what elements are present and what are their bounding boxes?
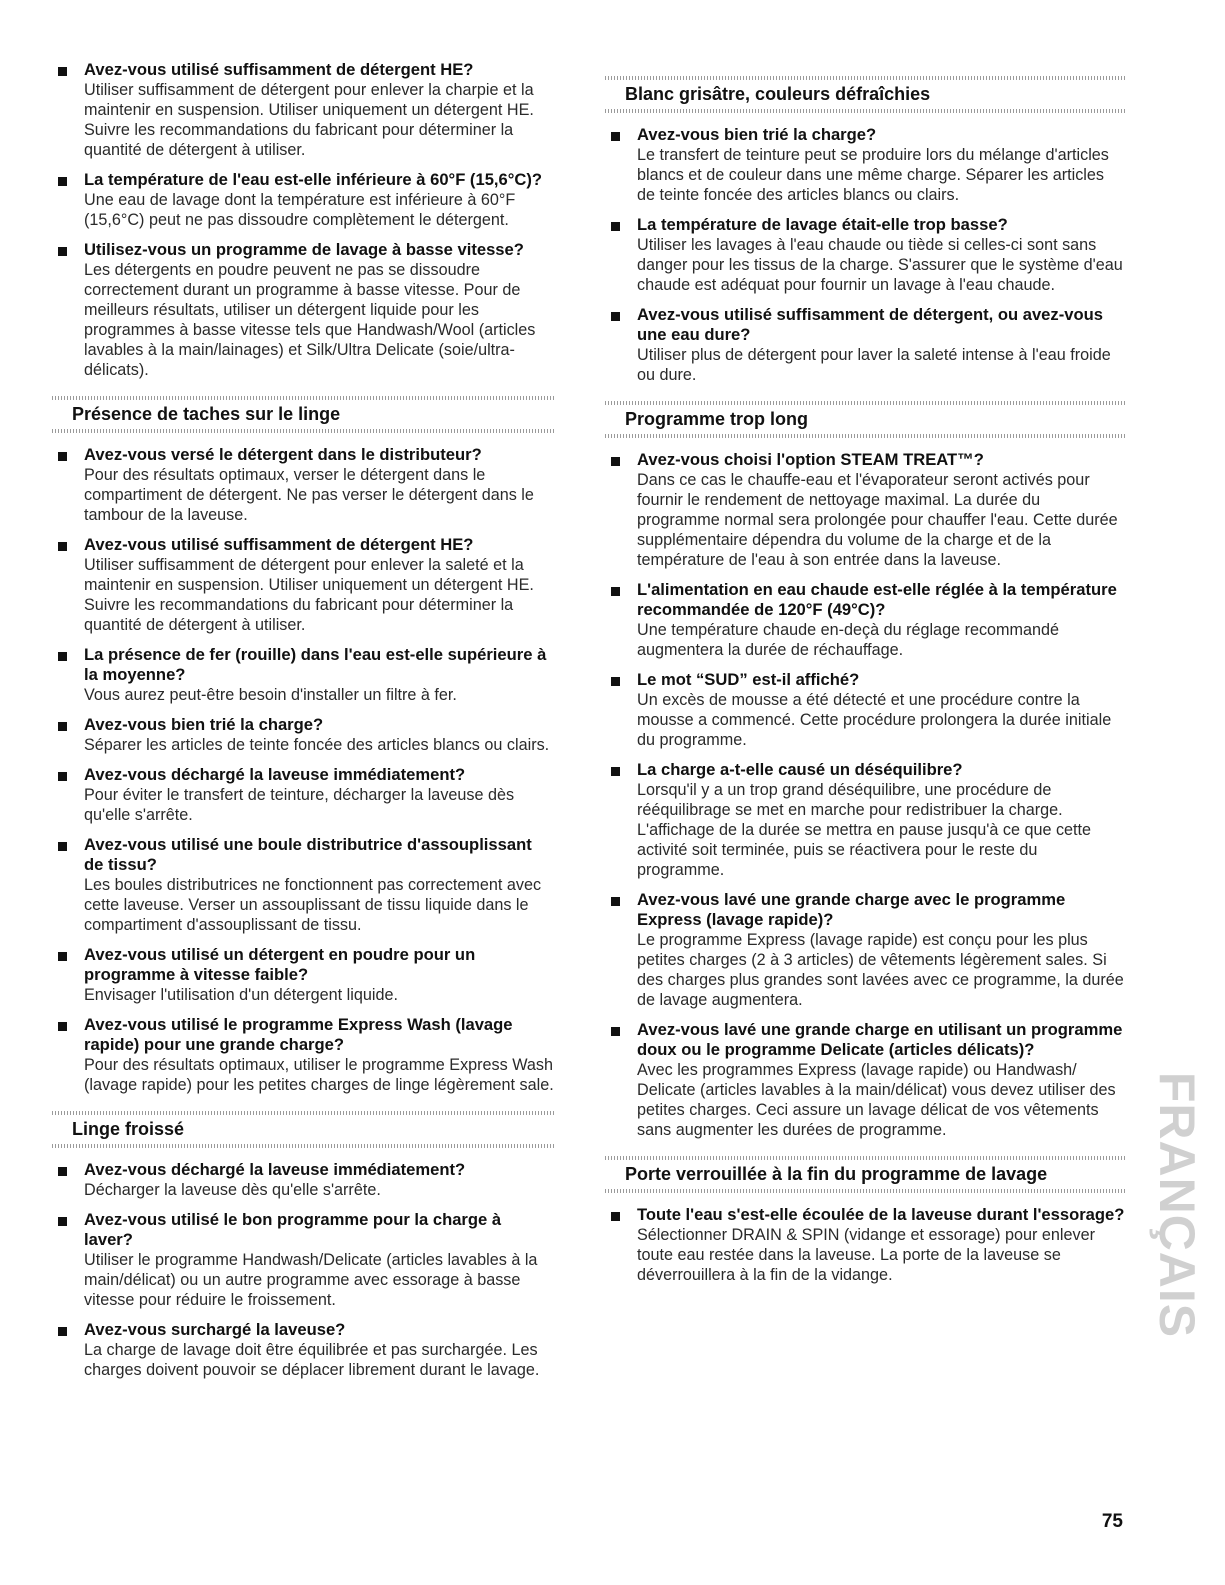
answer-text: Le programme Express (lavage rapide) est conçu pour les plus petites charges (2 à 3 articles) de vêtements légèrement sales. Si des charges plus grandes sont lavées avec ce programme, la durée de lavage augmentera. <box>637 931 1124 1009</box>
answer-text: Dans ce cas le chauffe-eau et l'évaporateur seront activés pour fournir le rendement de nettoyage maximal. La durée du programme normal sera prolongée pour chauffer l'eau. Cette durée supplémentaire dépendra du volume de la charge et de la température de l'eau à son entrée dans la laveuse. <box>637 471 1118 569</box>
answer-text: Le transfert de teinture peut se produire lors du mélange d'articles blancs et de couleur dans une même charge. Séparer les articles de teinte foncée des articles blancs ou clairs. <box>637 146 1109 204</box>
troubleshooting-item <box>52 715 554 755</box>
troubleshooting-item <box>52 535 554 635</box>
answer-text: Une eau de lavage dont la température est inférieure à 60°F (15,6°C) peut ne pas dissoudre complètement le détergent. <box>84 191 516 229</box>
answer-text: Décharger la laveuse dès qu'elle s'arrête. <box>84 1181 381 1199</box>
troubleshooting-item <box>52 1320 554 1380</box>
dotted-rule-bottom <box>52 1144 554 1148</box>
answer-text: Les détergents en poudre peuvent ne pas se dissoudre correctement durant un programme à basse vitesse. Pour de meilleurs résultats, utiliser un détergent liquide pour les programmes à basse vitesse tels que Handwash/Wool (articles lavables à la main/lainages) et Silk/Ultra Delicate (soie/ultra-délicats). <box>84 261 536 379</box>
troubleshooting-item <box>52 170 554 230</box>
question-text: L'alimentation en eau chaude est-elle réglée à la température recommandée de 120°F (49°C)? <box>637 580 1117 619</box>
square-bullet-icon <box>58 722 67 731</box>
troubleshooting-item <box>52 1015 554 1095</box>
troubleshooting-item <box>605 670 1125 750</box>
question-text: Utilisez-vous un programme de lavage à basse vitesse? <box>84 240 524 259</box>
square-bullet-icon <box>58 452 67 461</box>
question-text: Avez-vous utilisé le programme Express Wash (lavage rapide) pour une grande charge? <box>84 1015 513 1054</box>
section-title: Programme trop long <box>625 409 809 429</box>
answer-text: Séparer les articles de teinte foncée des articles blancs ou clairs. <box>84 736 550 754</box>
question-text: Avez-vous lavé une grande charge avec le programme Express (lavage rapide)? <box>637 890 1066 929</box>
answer-text: Les boules distributrices ne fonctionnent pas correctement avec cette laveuse. Verser un assouplissant de tissu liquide dans le compartiment d'assouplissant de tissu. <box>84 876 542 934</box>
troubleshooting-item <box>52 60 554 160</box>
square-bullet-icon <box>611 897 620 906</box>
square-bullet-icon <box>58 247 67 256</box>
square-bullet-icon <box>58 67 67 76</box>
troubleshooting-item <box>605 890 1125 1010</box>
answer-text: Utiliser le programme Handwash/Delicate (articles lavables à la main/délicat) ou un autre programme avec essorage à basse vitesse pour réduire le froissement. <box>84 1251 538 1309</box>
section-header <box>605 401 1125 438</box>
square-bullet-icon <box>58 1022 67 1031</box>
question-text: Toute l'eau s'est-elle écoulée de la laveuse durant l'essorage? <box>637 1205 1125 1224</box>
answer-text: Un excès de mousse a été détecté et une procédure contre la mousse a commencé. Cette procédure prolongera la durée initiale du programme. <box>637 691 1112 749</box>
troubleshooting-item <box>52 1160 554 1200</box>
dotted-rule-bottom <box>605 109 1125 113</box>
question-text: La température de l'eau est-elle inférieure à 60°F (15,6°C)? <box>84 170 543 189</box>
section-header <box>52 1111 554 1148</box>
troubleshooting-item <box>52 945 554 1005</box>
section-title: Linge froissé <box>72 1119 185 1139</box>
troubleshooting-item <box>52 765 554 825</box>
left-column <box>52 60 554 1390</box>
answer-text: Utiliser plus de détergent pour laver la saleté intense à l'eau froide ou dure. <box>637 346 1111 384</box>
answer-text: Lorsqu'il y a un trop grand déséquilibre, une procédure de rééquilibrage se met en marche pour redistribuer la charge. L'affichage de la durée se mettra en pause jusqu'à ce que cette activité soit terminée, puis se réactivera pour le reste du programme. <box>637 781 1092 879</box>
square-bullet-icon <box>58 842 67 851</box>
answer-text: Utiliser suffisamment de détergent pour enlever la charpie et la maintenir en suspension. Utiliser uniquement un détergent HE. Suivre les recommandations du fabricant pour déterminer la quantité de détergent à utiliser. <box>84 81 534 159</box>
answer-text: Une température chaude en-deçà du réglage recommandé augmentera la durée de réchauffage. <box>637 621 1060 659</box>
question-text: Avez-vous déchargé la laveuse immédiatement? <box>84 765 466 784</box>
question-text: La charge a-t-elle causé un déséquilibre? <box>637 760 963 779</box>
troubleshooting-item <box>605 1020 1125 1140</box>
square-bullet-icon <box>611 132 620 141</box>
question-text: Avez-vous choisi l'option STEAM TREAT™? <box>637 450 984 469</box>
question-text: Avez-vous utilisé suffisamment de détergent HE? <box>84 60 474 79</box>
square-bullet-icon <box>611 1027 620 1036</box>
section-title: Présence de taches sur le linge <box>72 404 341 424</box>
dotted-rule-bottom <box>605 434 1125 438</box>
square-bullet-icon <box>58 177 67 186</box>
answer-text: Utiliser suffisamment de détergent pour enlever la saleté et la maintenir en suspension. Utiliser uniquement un détergent HE. Suivre les recommandations du fabricant pour déterminer la quantité de détergent à utiliser. <box>84 556 534 634</box>
troubleshooting-item <box>52 445 554 525</box>
square-bullet-icon <box>611 222 620 231</box>
troubleshooting-item <box>605 305 1125 385</box>
square-bullet-icon <box>611 312 620 321</box>
square-bullet-icon <box>58 542 67 551</box>
troubleshooting-item <box>52 1210 554 1310</box>
answer-text: Sélectionner DRAIN & SPIN (vidange et essorage) pour enlever toute eau restée dans la laveuse. La porte de la laveuse se déverrouillera à la fin de la vidange. <box>637 1226 1095 1284</box>
section-title: Blanc grisâtre, couleurs défraîchies <box>625 84 931 104</box>
answer-text: Pour éviter le transfert de teinture, décharger la laveuse dès qu'elle s'arrête. <box>84 786 515 824</box>
dotted-rule-bottom <box>52 429 554 433</box>
square-bullet-icon <box>58 952 67 961</box>
question-text: La température de lavage était-elle trop basse? <box>637 215 1008 234</box>
answer-text: Utiliser les lavages à l'eau chaude ou tiède si celles-ci sont sans danger pour les tissus de la charge. S'assurer que le système d'eau chaude est adéquat pour fournir un lavage à l'eau chaude. <box>637 236 1123 294</box>
square-bullet-icon <box>58 1217 67 1226</box>
section-header <box>605 1156 1125 1193</box>
answer-text: Pour des résultats optimaux, verser le détergent dans le compartiment de détergent. Ne pas verser le détergent dans le tambour de la laveuse. <box>84 466 534 524</box>
square-bullet-icon <box>611 457 620 466</box>
answer-text: Pour des résultats optimaux, utiliser le programme Express Wash (lavage rapide) pour les petites charges de linge légèrement sale. <box>84 1056 554 1094</box>
answer-text: Envisager l'utilisation d'un détergent liquide. <box>84 986 398 1004</box>
dotted-rule-bottom <box>605 1189 1125 1193</box>
square-bullet-icon <box>611 677 620 686</box>
question-text: Avez-vous versé le détergent dans le distributeur? <box>84 445 482 464</box>
square-bullet-icon <box>58 1327 67 1336</box>
troubleshooting-item <box>605 215 1125 295</box>
question-text: Avez-vous utilisé un détergent en poudre pour un programme à vitesse faible? <box>84 945 476 984</box>
question-text: Avez-vous utilisé suffisamment de détergent, ou avez-vous une eau dure? <box>637 305 1103 344</box>
troubleshooting-item <box>52 240 554 380</box>
troubleshooting-item <box>605 760 1125 880</box>
question-text: Avez-vous utilisé le bon programme pour la charge à laver? <box>84 1210 502 1249</box>
question-text: Avez-vous lavé une grande charge en utilisant un programme doux ou le programme Delicate (articles délicats)? <box>637 1020 1123 1059</box>
question-text: Le mot “SUD” est-il affiché? <box>637 670 860 689</box>
square-bullet-icon <box>58 1167 67 1176</box>
section-header <box>52 396 554 433</box>
troubleshooting-item <box>605 450 1125 570</box>
answer-text: Vous aurez peut-être besoin d'installer un filtre à fer. <box>84 686 457 704</box>
language-side-label: FRANÇAIS <box>1149 1071 1205 1339</box>
answer-text: La charge de lavage doit être équilibrée et pas surchargée. Les charges doivent pouvoir se déplacer librement durant le lavage. <box>84 1341 540 1379</box>
troubleshooting-item <box>52 645 554 705</box>
square-bullet-icon <box>58 652 67 661</box>
question-text: La présence de fer (rouille) dans l'eau est-elle supérieure à la moyenne? <box>84 645 547 684</box>
square-bullet-icon <box>611 587 620 596</box>
troubleshooting-item <box>52 835 554 935</box>
troubleshooting-item <box>605 125 1125 205</box>
section-header <box>605 76 1125 113</box>
troubleshooting-item <box>605 1205 1125 1285</box>
square-bullet-icon <box>611 1212 620 1221</box>
question-text: Avez-vous surchargé la laveuse? <box>84 1320 346 1339</box>
square-bullet-icon <box>58 772 67 781</box>
question-text: Avez-vous bien trié la charge? <box>637 125 877 144</box>
answer-text: Avec les programmes Express (lavage rapide) ou Handwash/ Delicate (articles lavables à la main/délicat) vous devez utiliser des petites charges. Ceci assure un lavage délicat de vos vêtements sans augmenter les durées de programme. <box>637 1061 1116 1139</box>
troubleshooting-item <box>605 580 1125 660</box>
question-text: Avez-vous utilisé suffisamment de détergent HE? <box>84 535 474 554</box>
page-number: 75 <box>1101 1511 1123 1532</box>
question-text: Avez-vous utilisé une boule distributrice d'assouplissant de tissu? <box>84 835 532 874</box>
right-column <box>605 60 1125 1295</box>
square-bullet-icon <box>611 767 620 776</box>
section-title: Porte verrouillée à la fin du programme de lavage <box>625 1164 1048 1184</box>
question-text: Avez-vous déchargé la laveuse immédiatement? <box>84 1160 466 1179</box>
question-text: Avez-vous bien trié la charge? <box>84 715 324 734</box>
